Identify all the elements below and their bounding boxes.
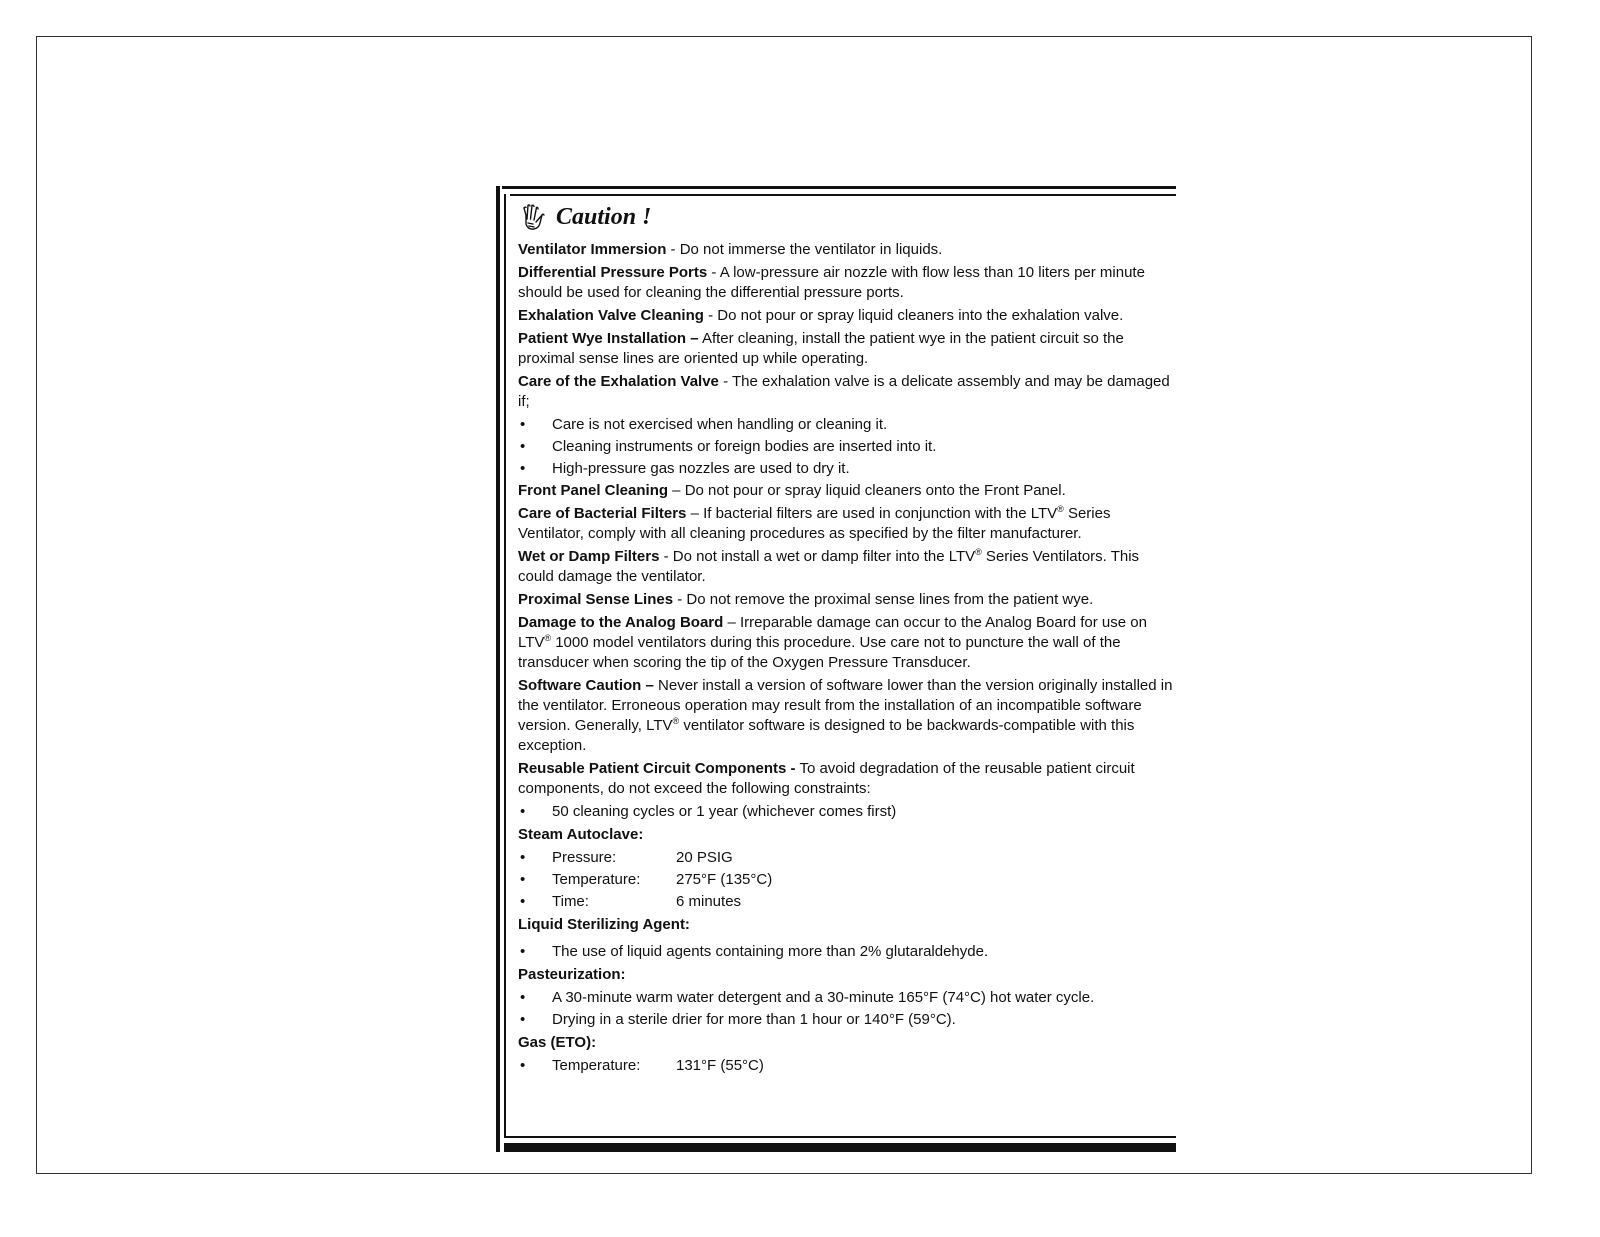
- caution-item: Damage to the Analog Board – Irreparable damage can occur to the Analog Board for use on LTV® 1000 model ventilators during this procedure. Use care not to puncture the wall of the transducer when scoring the tip of the Oxygen Pressure Transducer.: [518, 614, 1147, 671]
- section-heading: Liquid Sterilizing Agent:: [518, 916, 690, 933]
- caution-item: Reusable Patient Circuit Components - To avoid degradation of the reusable patient circuit components, do not exceed the following constraints:: [518, 760, 1135, 797]
- caution-item: Proximal Sense Lines - Do not remove the proximal sense lines from the patient wye.: [518, 591, 1094, 608]
- border-rule: [496, 186, 500, 1152]
- caution-item: Front Panel Cleaning – Do not pour or spray liquid cleaners onto the Front Panel.: [518, 482, 1066, 499]
- list-item: • Temperature: 275°F (135°C): [520, 871, 773, 888]
- list-item: • 50 cleaning cycles or 1 year (whichever comes first): [520, 803, 897, 820]
- list-item: • The use of liquid agents containing more than 2% glutaraldehyde.: [520, 943, 989, 960]
- caution-item: Wet or Damp Filters - Do not install a wet or damp filter into the LTV® Series Ventilators. This could damage the ventilator.: [518, 547, 1140, 585]
- list-item: • Pressure: 20 PSIG: [520, 849, 733, 866]
- list-item: • Time: 6 minutes: [520, 893, 742, 910]
- caution-header: [518, 200, 1174, 234]
- list-item: • Drying in a sterile drier for more than 1 hour or 140°F (59°C).: [520, 1011, 956, 1028]
- hand-icon: [518, 202, 548, 232]
- list-item: • Care is not exercised when handling or cleaning it.: [520, 416, 888, 433]
- caution-item: Differential Pressure Ports - A low-pressure air nozzle with flow less than 10 liters per minute should be used for cleaning the differential pressure ports.: [518, 264, 1145, 301]
- list-item: • Temperature: 131°F (55°C): [520, 1057, 764, 1074]
- caution-title: Caution !: [556, 204, 652, 230]
- caution-item: Exhalation Valve Cleaning - Do not pour or spray liquid cleaners into the exhalation valve.: [518, 307, 1124, 324]
- section-heading: Steam Autoclave:: [518, 826, 644, 843]
- border-rule: [510, 194, 1176, 196]
- section-heading: Pasteurization:: [518, 966, 626, 983]
- list-item: • High-pressure gas nozzles are used to dry it.: [520, 460, 850, 477]
- caution-item: Patient Wye Installation – After cleaning, install the patient wye in the patient circuit so the proximal sense lines are oriented up while operating.: [518, 330, 1124, 367]
- border-rule: [504, 1136, 1176, 1138]
- caution-box: [496, 186, 1176, 1152]
- caution-item: Ventilator Immersion - Do not immerse the ventilator in liquids.: [518, 241, 943, 258]
- caution-item: Care of Bacterial Filters – If bacterial filters are used in conjunction with the LTV® Series Ventilator, comply with all cleaning procedures as specified by the filter manufacturer.: [518, 504, 1111, 542]
- border-rule: [504, 1143, 1176, 1152]
- border-rule: [502, 186, 1176, 189]
- caution-item: Software Caution – Never install a version of software lower than the version originally installed in the ventilator. Erroneous operation may result from the installation of an incompatible software version. Generally, LTV® ventilator software is designed to be backwards-compatible with this exception.: [518, 677, 1173, 754]
- list-item: • Cleaning instruments or foreign bodies are inserted into it.: [520, 438, 937, 455]
- list-item: • A 30-minute warm water detergent and a 30-minute 165°F (74°C) hot water cycle.: [520, 989, 1095, 1006]
- caution-item: Care of the Exhalation Valve - The exhalation valve is a delicate assembly and may be damaged if;: [518, 373, 1170, 410]
- section-heading: Gas (ETO):: [518, 1034, 597, 1051]
- border-rule: [504, 194, 506, 1138]
- caution-content: [518, 200, 1174, 1078]
